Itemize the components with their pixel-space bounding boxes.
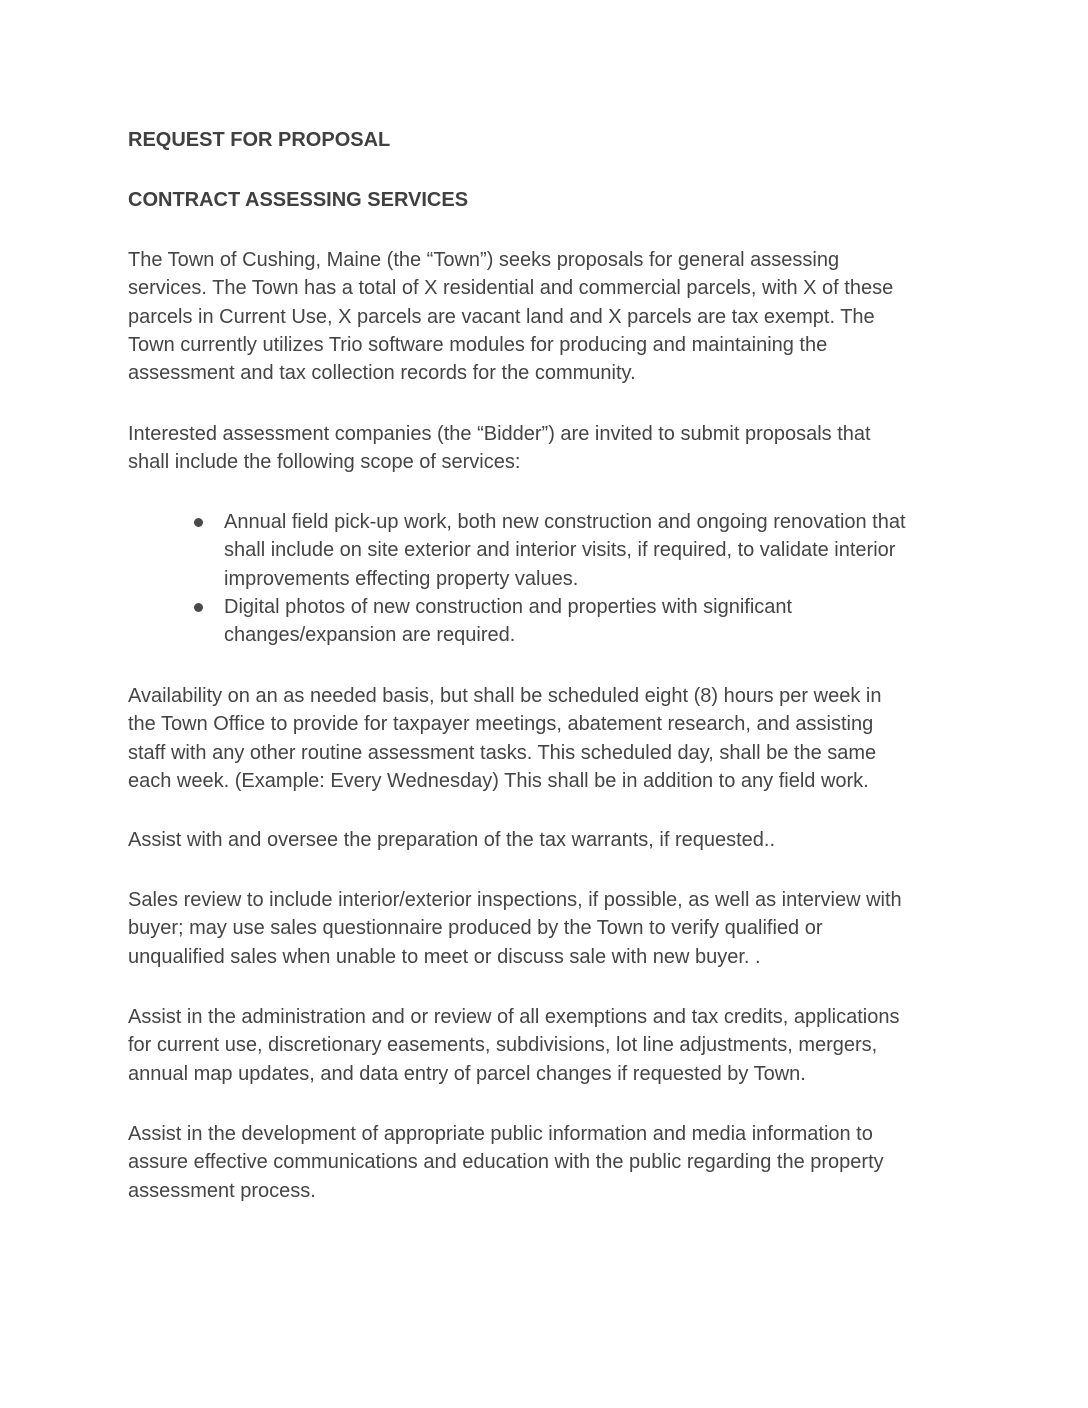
text-line: annual map updates, and data entry of parcel changes if requested by Town. [128,1062,806,1085]
list-item [128,593,906,650]
text-line: services. The Town has a total of X residential and commercial parcels, with X of these [128,277,894,300]
text-line: Availability on an as needed basis, but shall be scheduled eight (8) hours per week in [128,685,882,707]
text-line: Interested assessment companies (the “Bidder”) are invited to submit proposals that [128,423,871,445]
text-line: Annual field pick-up work, both new construction and ongoing renovation that [224,511,906,533]
public-info-paragraph [128,1120,884,1205]
text-line: buyer; may use sales questionnaire produced by the Town to verify qualified or [128,917,823,940]
availability-paragraph [128,682,881,795]
text-line: assessment and tax collection records for the community. [128,362,636,385]
tax-warrants-paragraph [128,826,775,854]
text-line: assessment process. [128,1179,316,1202]
text-line: staff with any other routine assessment tasks. This scheduled day, shall be the same [128,741,877,764]
exemptions-paragraph [128,1003,900,1088]
text-line: shall include the following scope of services: [128,451,521,474]
text-line: parcels in Current Use, X parcels are vacant land and X parcels are tax exempt. The [128,305,875,328]
list-item [128,508,906,593]
text-line: improvements effecting property values. [224,567,579,590]
text-line: assure effective communications and education with the public regarding the property [128,1151,884,1174]
document-title: REQUEST FOR PROPOSAL [128,129,391,151]
text-line: unqualified sales when unable to meet or discuss sale with new buyer. . [128,945,761,968]
text-line: Assist in the administration and or review of all exemptions and tax credits, applications [128,1006,900,1028]
text-line: Sales review to include interior/exterior inspections, if possible, as well as interview with [128,889,902,911]
document-subtitle: CONTRACT ASSESSING SERVICES [128,189,469,211]
invitation-paragraph [128,420,871,477]
scope-of-services-list [128,508,906,649]
intro-paragraph [128,246,893,387]
text-line: changes/expansion are required. [224,624,516,647]
bullet-icon [194,603,203,612]
text-line: Digital photos of new construction and properties with significant [224,595,793,618]
text-line: each week. (Example: Every Wednesday) This shall be in addition to any field work. [128,769,869,792]
text-line: The Town of Cushing, Maine (the “Town”) seeks proposals for general assessing [128,249,840,271]
sales-review-paragraph [128,886,902,971]
text-line: for current use, discretionary easements, subdivisions, lot line adjustments, mergers, [128,1034,878,1057]
text-line: Assist in the development of appropriate public information and media information to [128,1123,873,1145]
text-line: shall include on site exterior and interior visits, if required, to validate interior [224,539,896,562]
bullet-icon [194,518,203,527]
text-line: Town currently utilizes Trio software modules for producing and maintaining the [128,333,828,356]
text-line: the Town Office to provide for taxpayer meetings, abatement research, and assisting [128,713,874,736]
text-line: Assist with and oversee the preparation of the tax warrants, if requested.. [128,829,776,851]
